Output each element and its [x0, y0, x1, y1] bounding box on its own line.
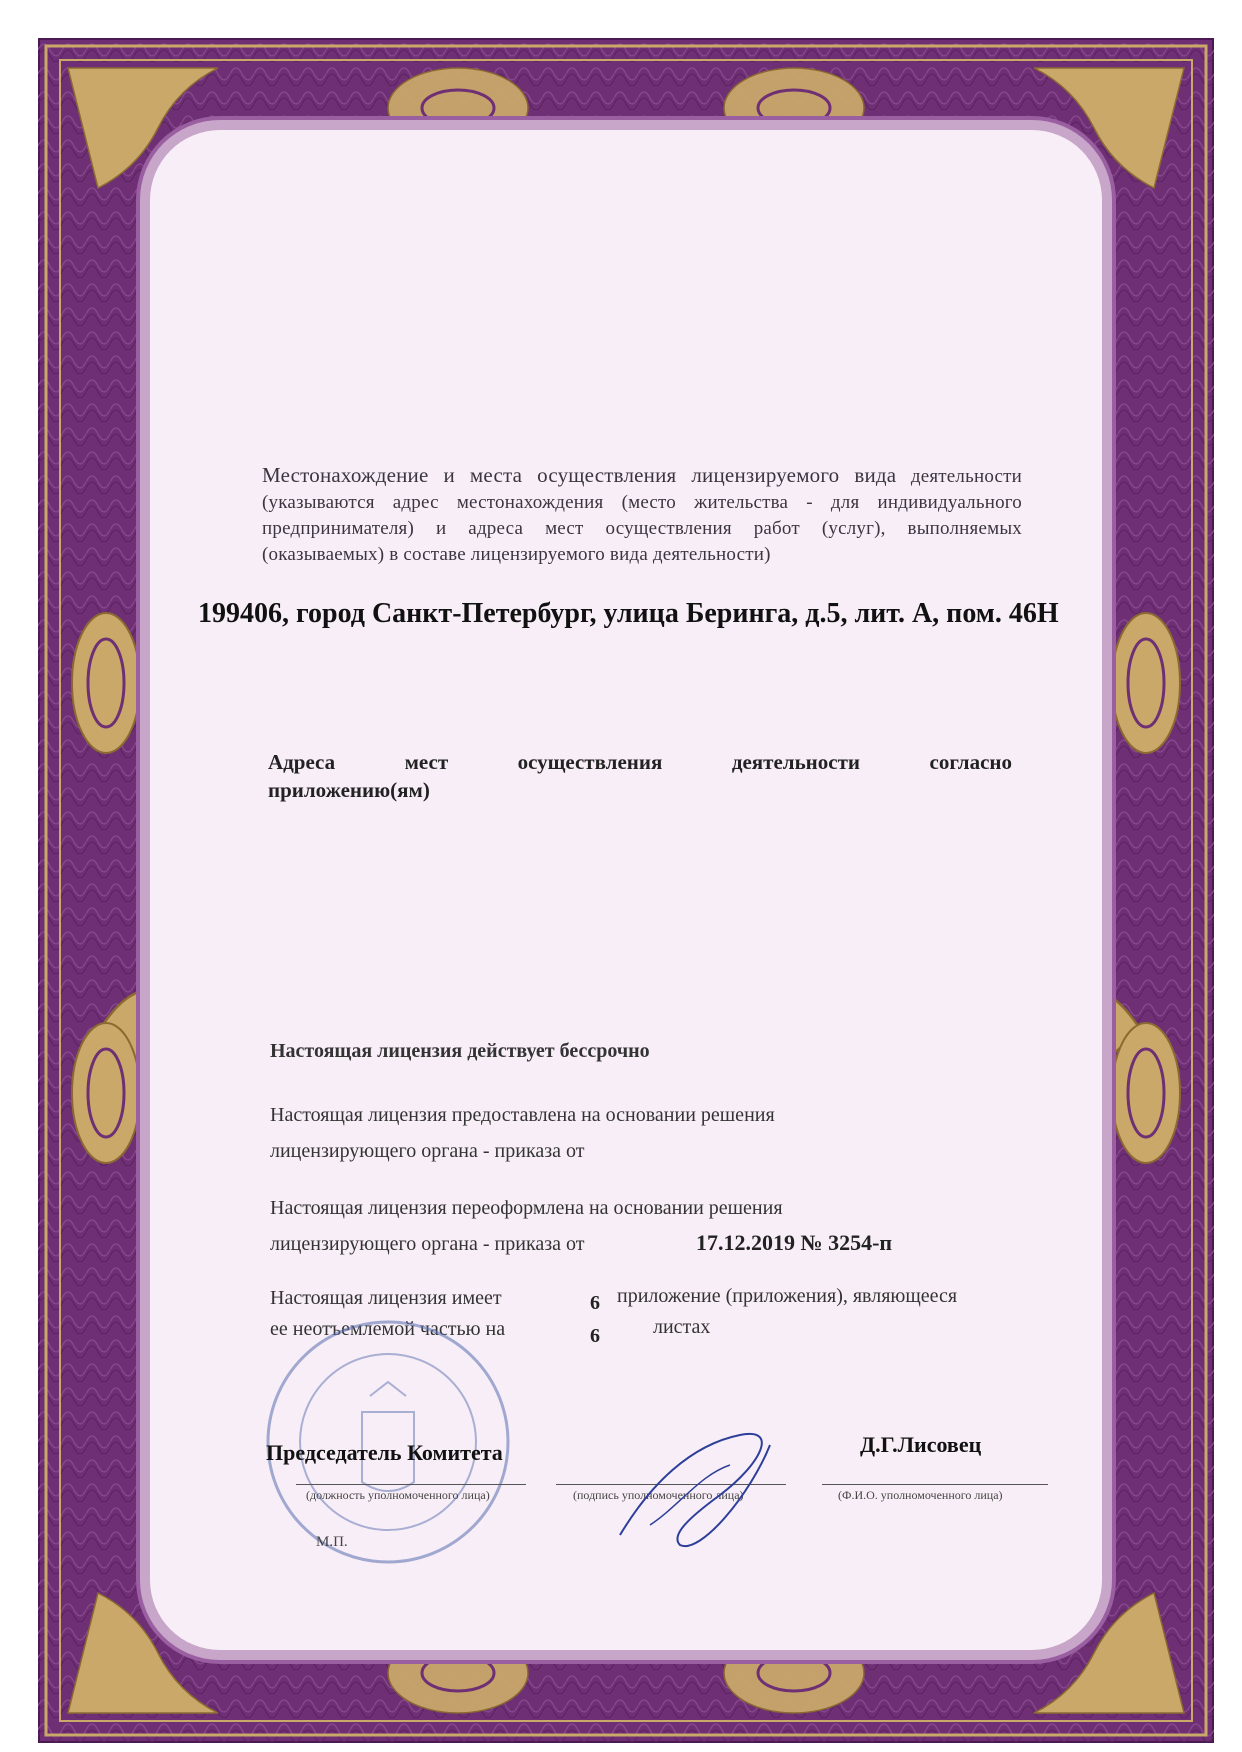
activity-places-line1: Адреса мест осуществления деятельности согласно — [268, 750, 1012, 774]
caption-position: (должность уполномоченного лица) — [306, 1488, 490, 1502]
basis-granted — [270, 1097, 775, 1169]
activity-places — [268, 748, 1012, 804]
license-validity: Настоящая лицензия действует бессрочно — [270, 1040, 650, 1062]
name-line — [822, 1484, 1048, 1485]
location-header — [262, 462, 1022, 568]
signatory-name: Д.Г.Лисовец — [860, 1432, 982, 1457]
order-number: 17.12.2019 № 3254-п — [696, 1230, 893, 1255]
annex-left-line2: ее неотъемлемой частью на — [270, 1318, 506, 1340]
annex-numbers — [590, 1287, 600, 1353]
annex-left-line1: Настоящая лицензия имеет — [270, 1287, 502, 1309]
basis-reissued-line2: лицензирующего органа - приказа от — [270, 1233, 585, 1255]
location-header-first: Местонахождение и места осуществления лицензируемого вида — [262, 463, 897, 487]
annex-count: 6 — [590, 1292, 600, 1314]
activity-places-line2: приложению(ям) — [268, 778, 430, 802]
annex-right-line1: приложение (приложения), являющееся — [617, 1285, 958, 1307]
annex-right-line2: листах — [653, 1316, 711, 1338]
location-header-rest: деятельности (указываются адрес местонахождения (место жительства - для индивидуального предпринимателя) и адреса мест осуществления работ (услуг), выполняемых (оказываемых) в составе лицензируемого вида деятельности) — [262, 466, 1022, 565]
signatory-title: Председатель Комитета — [266, 1440, 503, 1465]
basis-granted-line1: Настоящая лицензия предоставлена на основании решения — [270, 1104, 775, 1126]
caption-name: (Ф.И.О. уполномоченного лица) — [838, 1488, 1003, 1502]
signature-icon — [610, 1405, 810, 1555]
annex-right — [617, 1281, 957, 1343]
seal-mark: М.П. — [316, 1534, 348, 1550]
license-address: 199406, город Санкт-Петербург, улица Беринга, д.5, лит. А, пом. 46Н — [198, 598, 1059, 629]
annex-sheets: 6 — [590, 1325, 600, 1347]
position-line — [296, 1484, 526, 1485]
basis-granted-line2: лицензирующего органа - приказа от — [270, 1140, 585, 1162]
caption-signature: (подпись уполномоченного лица) — [573, 1488, 744, 1502]
basis-reissued-line1: Настоящая лицензия переоформлена на основании решения — [270, 1197, 783, 1219]
